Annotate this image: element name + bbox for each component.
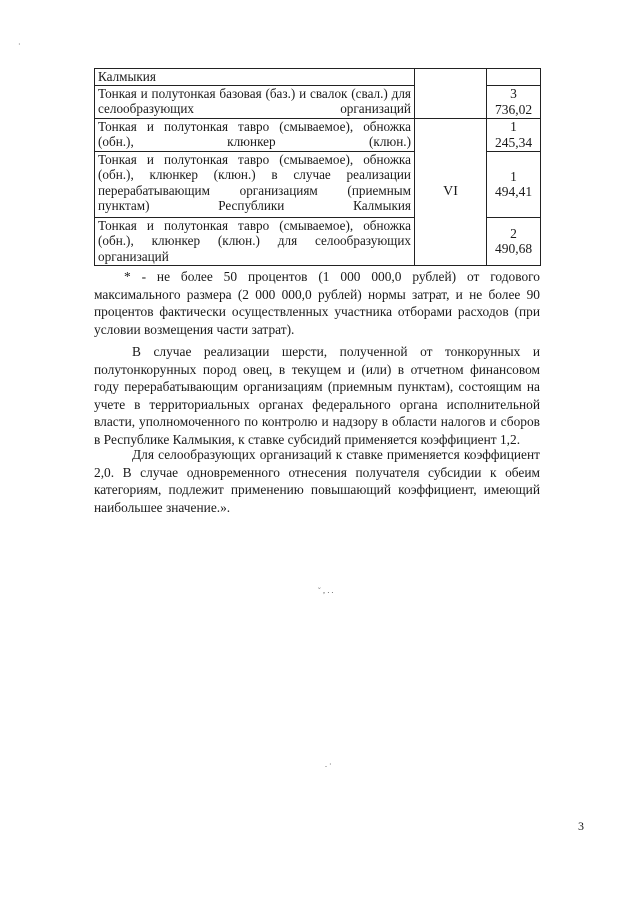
scan-speck: ˘ ‚ . . [318,586,334,595]
table-cell-description: Тонкая и полутонкая тавро (смываемое), обножка (обн.), клюнкер (клюн.) в случае реализации перерабатывающим организациям (приемным пунктам) Республики Калмыкия [95,151,415,217]
table-cell-category: VI [415,118,487,265]
table-cell-region: Калмыкия [95,69,415,86]
table-row [95,69,541,86]
table-footnote: * - не более 50 процентов (1 000 000,0 рублей) от годового максимального размера (2 000 000,0 рублей) нормы затрат, и не более 90 процентов фактически осуществленных участника отборами расходов (при условии возмещения части затрат). [94,269,540,337]
scan-speck: · [18,40,21,49]
table-cell-description: Тонкая и полутонкая базовая (баз.) и свалок (свал.) для селообразующих организаций [95,85,415,118]
table-cell-rate: 1 245,34 [487,118,541,151]
scan-speck: . · [325,760,332,769]
table-cell-rate: 1 494,41 [487,151,541,217]
table-row [95,118,541,151]
table-cell-empty-category [415,69,487,119]
paragraph-village-forming-coefficient: Для селообразующих организаций к ставке применяется коэффициент 2,0. В случае одновременного отнесения получателя субсидии к обеим категориям, подлежит применению повышающий коэффициент, имеющий наибольшее значение.». [94,447,540,515]
table-cell-rate: 2 490,68 [487,217,541,265]
table-cell-rate: 3 736,02 [487,85,541,118]
table-cell-empty-value [487,69,541,86]
subsidy-rates-table [94,68,541,266]
table-cell-description: Тонкая и полутонкая тавро (смываемое), обножка (обн.), клюнкер (клюн.) [95,118,415,151]
page-number: 3 [578,819,584,833]
paragraph-wool-coefficient: В случае реализации шерсти, полученной от тонкорунных и полутонкорунных пород овец, в текущем и (или) в отчетном финансовом году перерабатывающим организациям (приемным пунктам), состоящим на учете в территориальных органах федерального органа исполнительной власти, уполномоченного по контролю и надзору в области налогов и сборов в Республике Калмыкия, к ставке субсидий применяется коэффициент 1,2. [94,344,540,447]
table-cell-description: Тонкая и полутонкая тавро (смываемое), обножка (обн.), клюнкер (клюн.) для селообразующих организаций [95,217,415,265]
